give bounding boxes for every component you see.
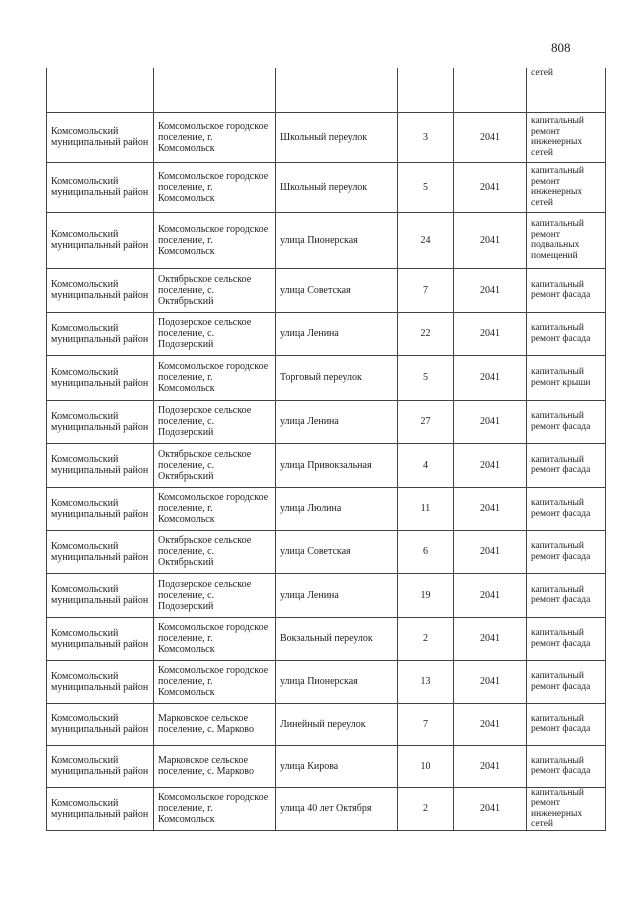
year-cell: 2041 — [454, 443, 527, 487]
work-type-cell: капитальный ремонт фасада — [527, 312, 606, 355]
district-cell: Комсомольский муниципальный район — [47, 530, 154, 573]
work-type-cell: капитальный ремонт фасада — [527, 400, 606, 443]
work-type-cell: капитальный ремонт инженерных сетей — [527, 787, 606, 830]
house-cell: 7 — [398, 703, 454, 745]
house-cell: 19 — [398, 573, 454, 617]
street-cell: улица Ленина — [276, 573, 398, 617]
house-cell: 4 — [398, 443, 454, 487]
settlement-cell: Октябрьское сельское поселение, с. Октябрьский — [154, 443, 276, 487]
street-cell: улица Привокзальная — [276, 443, 398, 487]
year-cell: 2041 — [454, 660, 527, 703]
district-cell: Комсомольский муниципальный район — [47, 400, 154, 443]
district-cell: Комсомольский муниципальный район — [47, 162, 154, 212]
street-cell: Школьный переулок — [276, 112, 398, 162]
house-cell: 7 — [398, 268, 454, 312]
settlement-cell: Комсомольское городское поселение, г. Комсомольск — [154, 162, 276, 212]
work-type-cell: капитальный ремонт подвальных помещений — [527, 212, 606, 268]
work-type-cell: капитальный ремонт фасада — [527, 660, 606, 703]
table-row — [47, 573, 606, 617]
settlement-cell: Марковское сельское поселение, с. Марково — [154, 703, 276, 745]
continuation-row — [47, 68, 606, 112]
work-type-cell: капитальный ремонт фасада — [527, 530, 606, 573]
year-cell — [454, 68, 527, 112]
table-row — [47, 355, 606, 400]
street-cell — [276, 68, 398, 112]
street-cell: улица Советская — [276, 530, 398, 573]
district-cell: Комсомольский муниципальный район — [47, 617, 154, 660]
settlement-cell: Комсомольское городское поселение, г. Комсомольск — [154, 487, 276, 530]
street-cell: улица Кирова — [276, 745, 398, 787]
year-cell: 2041 — [454, 573, 527, 617]
district-cell: Комсомольский муниципальный район — [47, 312, 154, 355]
year-cell: 2041 — [454, 355, 527, 400]
year-cell: 2041 — [454, 112, 527, 162]
table-row — [47, 787, 606, 830]
table-row — [47, 530, 606, 573]
house-cell: 5 — [398, 355, 454, 400]
district-cell: Комсомольский муниципальный район — [47, 112, 154, 162]
district-cell — [47, 68, 154, 112]
work-type-cell: капитальный ремонт фасада — [527, 745, 606, 787]
district-cell: Комсомольский муниципальный район — [47, 660, 154, 703]
district-cell: Комсомольский муниципальный район — [47, 443, 154, 487]
house-cell: 11 — [398, 487, 454, 530]
housing-repair-table — [46, 68, 606, 831]
district-cell: Комсомольский муниципальный район — [47, 355, 154, 400]
house-cell: 2 — [398, 787, 454, 830]
settlement-cell: Подозерское сельское поселение, с. Подозерский — [154, 400, 276, 443]
settlement-cell: Октябрьское сельское поселение, с. Октябрьский — [154, 530, 276, 573]
street-cell: Школьный переулок — [276, 162, 398, 212]
street-cell: улица Ленина — [276, 312, 398, 355]
table-row — [47, 112, 606, 162]
settlement-cell: Комсомольское городское поселение, г. Комсомольск — [154, 660, 276, 703]
table-row — [47, 487, 606, 530]
house-cell: 13 — [398, 660, 454, 703]
settlement-cell: Подозерское сельское поселение, с. Подозерский — [154, 312, 276, 355]
street-cell: Торговый переулок — [276, 355, 398, 400]
district-cell: Комсомольский муниципальный район — [47, 212, 154, 268]
year-cell: 2041 — [454, 617, 527, 660]
settlement-cell: Октябрьское сельское поселение, с. Октябрьский — [154, 268, 276, 312]
settlement-cell: Комсомольское городское поселение, г. Комсомольск — [154, 355, 276, 400]
district-cell: Комсомольский муниципальный район — [47, 745, 154, 787]
settlement-cell: Подозерское сельское поселение, с. Подозерский — [154, 573, 276, 617]
table-row — [47, 617, 606, 660]
table-row — [47, 400, 606, 443]
street-cell: улица Пионерская — [276, 660, 398, 703]
work-type-cell: капитальный ремонт крыши — [527, 355, 606, 400]
street-cell: улица Пионерская — [276, 212, 398, 268]
table-row — [47, 443, 606, 487]
year-cell: 2041 — [454, 787, 527, 830]
house-cell: 6 — [398, 530, 454, 573]
work-type-cell: капитальный ремонт фасада — [527, 573, 606, 617]
district-cell: Комсомольский муниципальный район — [47, 703, 154, 745]
settlement-cell: Комсомольское городское поселение, г. Комсомольск — [154, 112, 276, 162]
district-cell: Комсомольский муниципальный район — [47, 268, 154, 312]
house-cell: 27 — [398, 400, 454, 443]
street-cell: Линейный переулок — [276, 703, 398, 745]
house-cell: 2 — [398, 617, 454, 660]
work-type-cell: капитальный ремонт фасада — [527, 487, 606, 530]
house-cell: 5 — [398, 162, 454, 212]
street-cell: улица 40 лет Октября — [276, 787, 398, 830]
page-number: 808 — [551, 40, 571, 55]
work-type-cell: капитальный ремонт фасада — [527, 703, 606, 745]
table-row — [47, 212, 606, 268]
work-type-cell: капитальный ремонт фасада — [527, 268, 606, 312]
table-row — [47, 162, 606, 212]
table-row — [47, 745, 606, 787]
work-type-cell: капитальный ремонт инженерных сетей — [527, 112, 606, 162]
street-cell: улица Советская — [276, 268, 398, 312]
year-cell: 2041 — [454, 268, 527, 312]
year-cell: 2041 — [454, 212, 527, 268]
settlement-cell: Комсомольское городское поселение, г. Комсомольск — [154, 787, 276, 830]
settlement-cell — [154, 68, 276, 112]
table-row — [47, 703, 606, 745]
work-type-cell: сетей — [527, 68, 606, 112]
district-cell: Комсомольский муниципальный район — [47, 573, 154, 617]
table-row — [47, 660, 606, 703]
house-cell: 3 — [398, 112, 454, 162]
house-cell: 22 — [398, 312, 454, 355]
district-cell: Комсомольский муниципальный район — [47, 487, 154, 530]
year-cell: 2041 — [454, 162, 527, 212]
year-cell: 2041 — [454, 400, 527, 443]
work-type-cell: капитальный ремонт инженерных сетей — [527, 162, 606, 212]
year-cell: 2041 — [454, 312, 527, 355]
year-cell: 2041 — [454, 530, 527, 573]
house-cell — [398, 68, 454, 112]
table-row — [47, 312, 606, 355]
work-type-cell: капитальный ремонт фасада — [527, 617, 606, 660]
table-body — [47, 68, 606, 830]
work-type-cell: капитальный ремонт фасада — [527, 443, 606, 487]
street-cell: улица Ленина — [276, 400, 398, 443]
table-row — [47, 268, 606, 312]
street-cell: Вокзальный переулок — [276, 617, 398, 660]
house-cell: 10 — [398, 745, 454, 787]
street-cell: улица Люлина — [276, 487, 398, 530]
year-cell: 2041 — [454, 703, 527, 745]
year-cell: 2041 — [454, 745, 527, 787]
house-cell: 24 — [398, 212, 454, 268]
settlement-cell: Комсомольское городское поселение, г. Комсомольск — [154, 617, 276, 660]
settlement-cell: Комсомольское городское поселение, г. Комсомольск — [154, 212, 276, 268]
district-cell: Комсомольский муниципальный район — [47, 787, 154, 830]
year-cell: 2041 — [454, 487, 527, 530]
settlement-cell: Марковское сельское поселение, с. Марково — [154, 745, 276, 787]
